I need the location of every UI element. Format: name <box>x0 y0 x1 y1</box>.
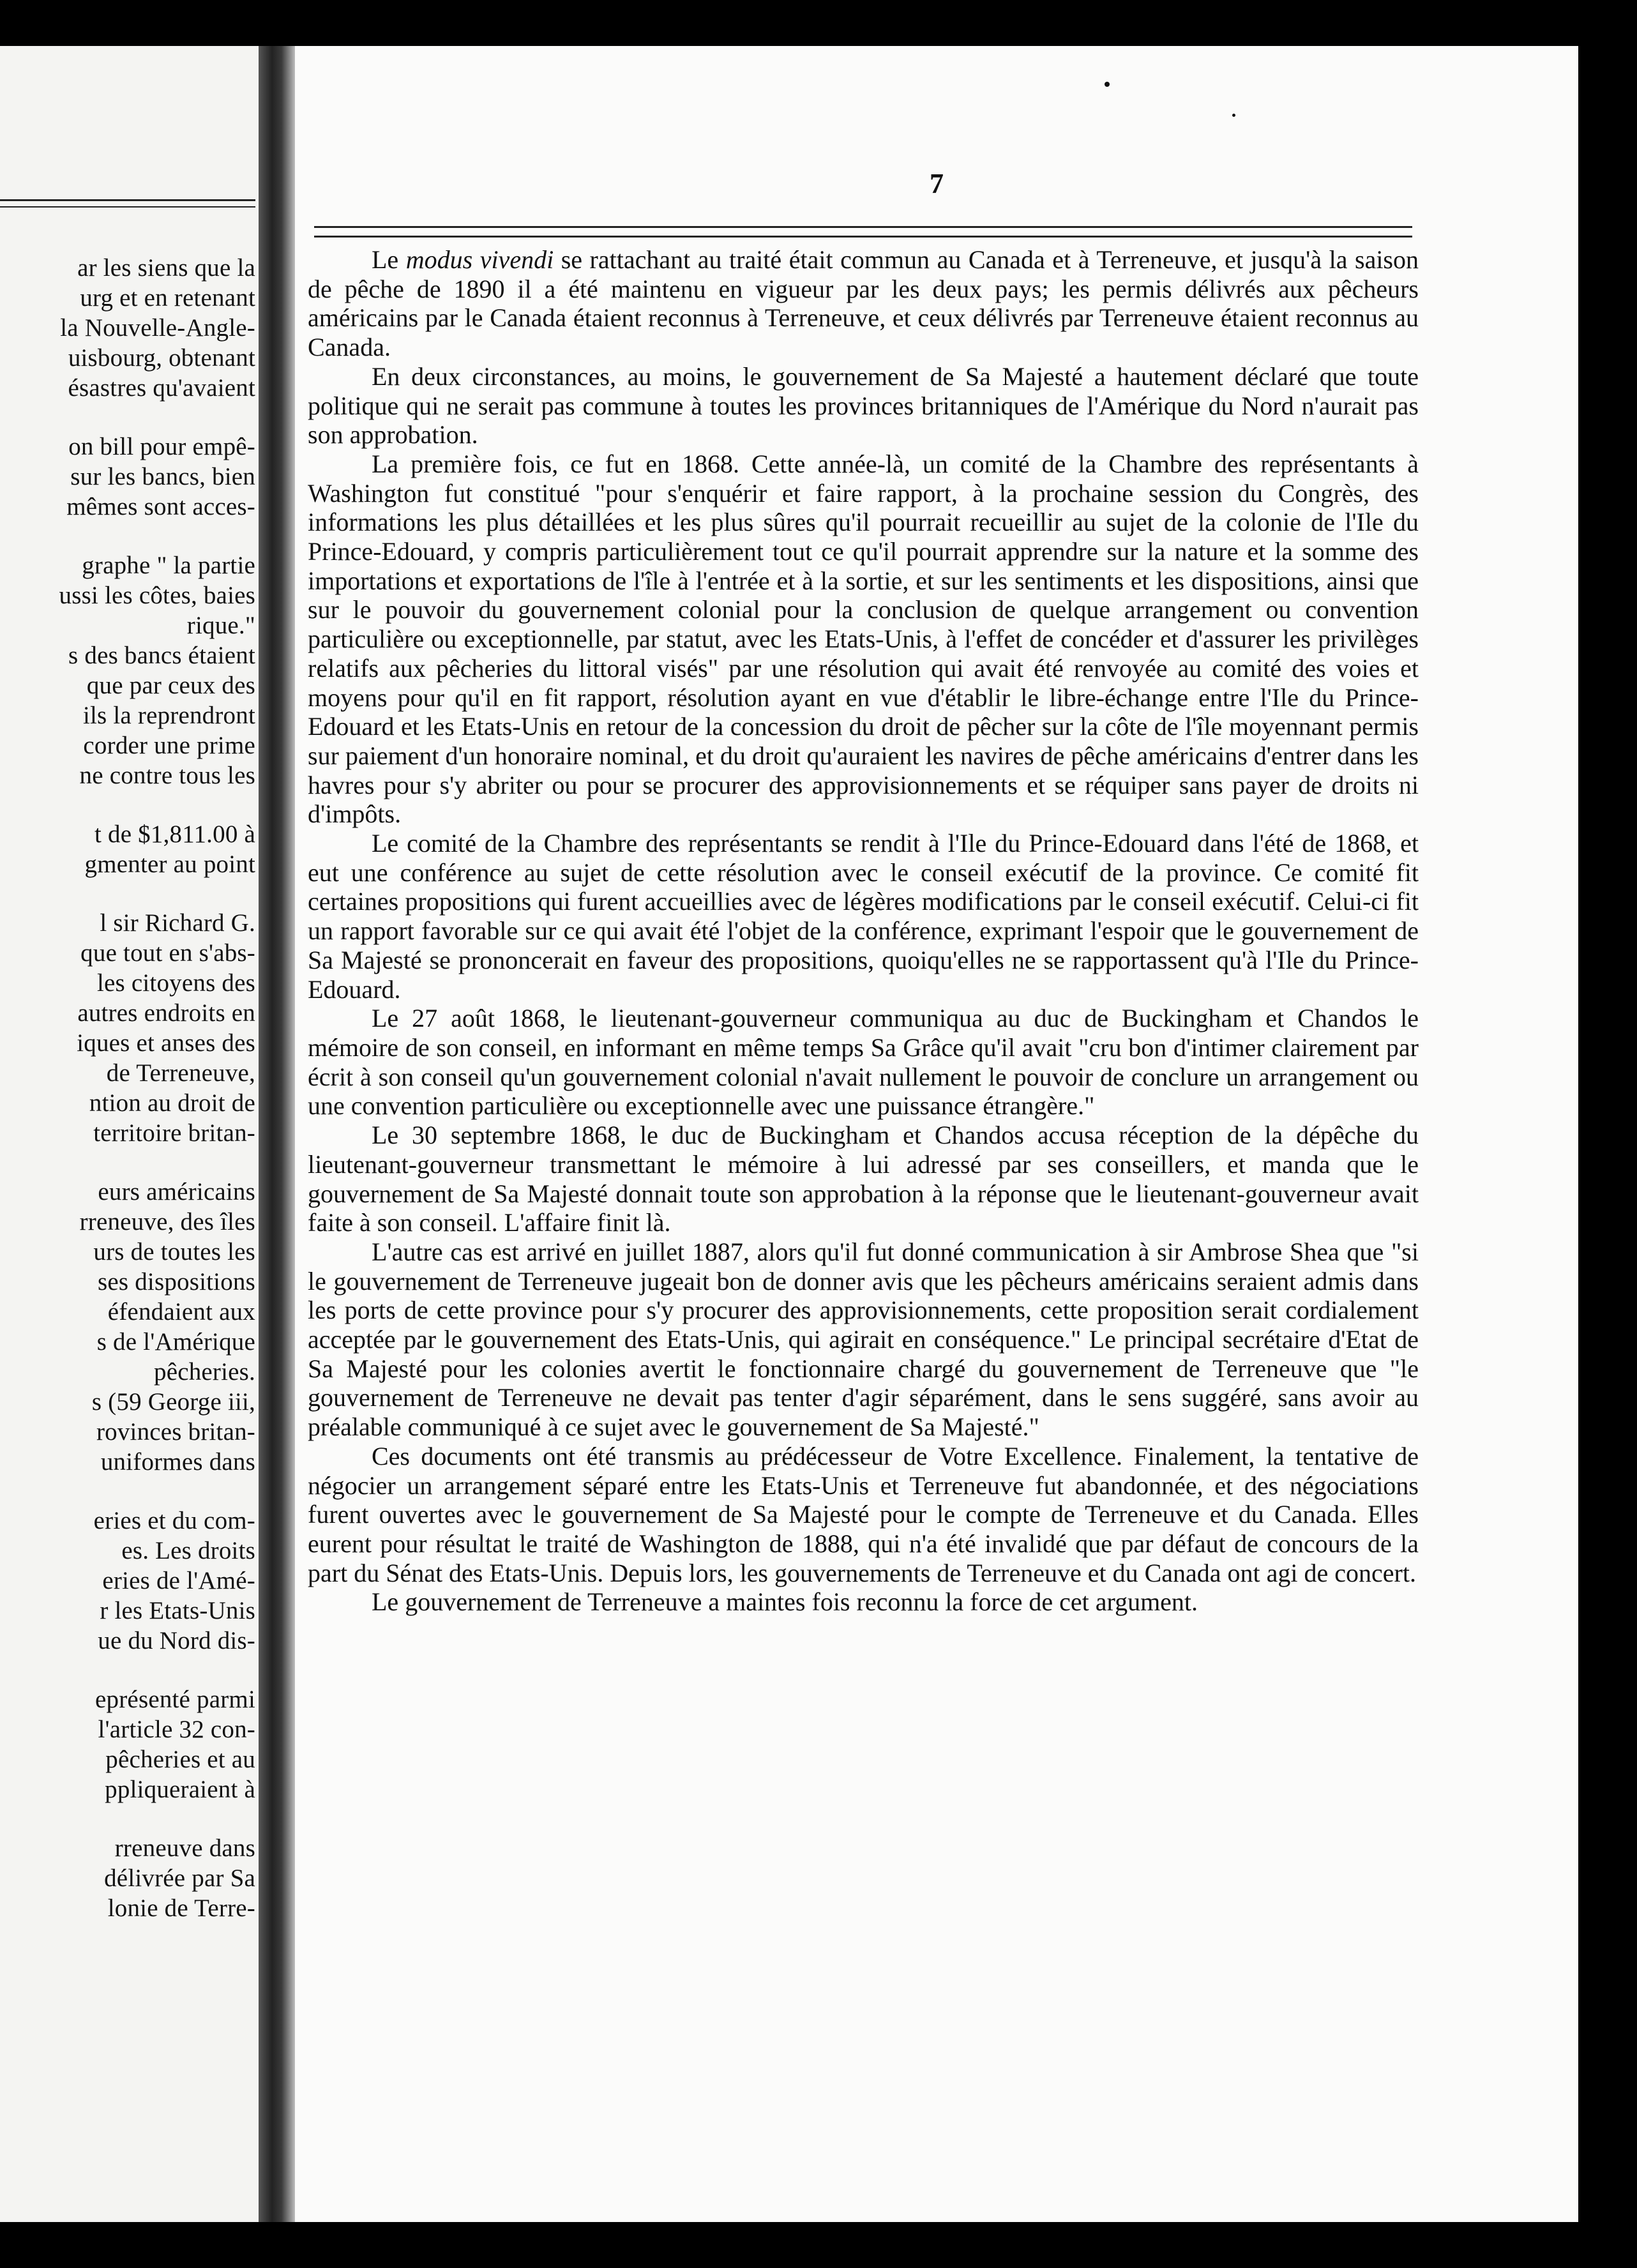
left-page-line: s de l'Amérique <box>96 1328 255 1356</box>
paragraph-text: L'autre cas est arrivé en juillet 1887, alors qu'il fut donné communication à sir Ambrose Shea que "si le gouvernement de Terreneuve jugeait bon de donner avis que les pêcheurs américains seraient admis dans les ports de cette province pour s'y procurer des approvisionnements, cette proposition serait cordialement acceptée par le gouvernement des Etats-Unis, qui agirait en conséquence." Le principal secrétaire d'Etat de Sa Majesté pour les colonies avertit le fonctionnaire chargé du gouvernement de Terreneuve que "le gouvernement de Terreneuve ne devait pas tenter d'agir séparément, dans le sens suggéré, sans avoir au préalable communiqué à ce sujet avec le gouvernement de Sa Majesté." <box>308 1237 1419 1442</box>
left-page-line: eries de l'Amé- <box>102 1567 255 1594</box>
left-page-gap <box>5 522 255 550</box>
dust-speck <box>1232 114 1235 117</box>
paragraph <box>308 1587 1419 1617</box>
book-gutter <box>259 46 297 2222</box>
paragraph-text: Le 30 septembre 1868, le duc de Buckingham et Chandos accusa réception de la dépêche du lieutenant-gouverneur transmettant le mémoire à lui adressé par ses conseillers, et manda que le gouvernement de Sa Majesté donnait toute son approbation à la réponse que le lieutenant-gouverneur avait faite à son conseil. L'affaire finit là. <box>308 1121 1419 1237</box>
left-page-line: iques et anses des <box>77 1029 255 1057</box>
left-page-line: mêmes sont acces- <box>66 493 255 520</box>
left-page-line: que par ceux des <box>86 672 255 699</box>
left-page-line: délivrée par Sa <box>104 1864 255 1892</box>
body-text <box>308 245 1419 1617</box>
left-page-line: uisbourg, obtenant <box>68 344 255 372</box>
left-page-line: s des bancs étaient <box>68 642 255 669</box>
left-page-line: éfendaient aux <box>107 1298 255 1326</box>
left-page-line: ntion au droit de <box>89 1089 255 1117</box>
left-page-line: autres endroits en <box>77 999 255 1027</box>
paragraph <box>308 1121 1419 1237</box>
left-page-line: ussi les côtes, baies <box>59 582 255 609</box>
paragraph <box>308 1442 1419 1588</box>
left-page-gap <box>5 1804 255 1833</box>
left-page-line: eurs américains <box>98 1178 255 1206</box>
left-header-rule <box>0 199 255 208</box>
left-page-line: ésastres qu'avaient <box>68 374 255 402</box>
paragraph <box>308 1237 1419 1442</box>
paragraph-text: La première fois, ce fut en 1868. Cette année-là, un comité de la Chambre des représentants à Washington fut constitué "pour s'enquérir et faire rapport, à la prochaine session du Congrès, des informations les plus détaillées et les plus sûres qu'il pourrait recueillir au sujet de la colonie de l'Ile du Prince-Edouard, y compris particulièrement tout ce qu'il pourrait apprendre sur la nature et la somme des importations et exportations de l'île à l'entrée et à la sortie, et sur les sentiments et les dispositions, ainsi que sur le pouvoir du gouvernement colonial pour la conclusion de quelque arrangement ou convention particulière ou exceptionnelle, par statut, avec les Etats-Unis, à l'effet de concéder et d'assurer les privilèges relatifs aux pêcheries du littoral visés" par une résolution qui avait été renvoyée au comité des voies et moyens pour qu'il en fit rapport, résolution ayant en vue d'établir le libre-échange entre l'Ile du Prince-Edouard et les Etats-Unis en retour de la concession du droit de pêcher sur la côte de l'île moyennant permis sur paiement d'un honoraire nominal, et du droit qu'auraient les navires de pêche américains d'entrer dans les havres pour s'y abriter ou pour se procurer des approvisionnements et se réquiper sans payer de droits ni d'impôts. <box>308 449 1419 829</box>
left-page-gap <box>5 1148 255 1177</box>
scan-border <box>1578 0 1637 2268</box>
italic-phrase: modus vivendi <box>405 245 554 274</box>
paragraph <box>308 245 1419 362</box>
left-page-line: ses dispositions <box>98 1268 255 1296</box>
left-page-line: t de $1,811.00 à <box>94 820 255 848</box>
paragraph <box>308 450 1419 829</box>
left-page-line: ar les siens que la <box>77 254 255 282</box>
paragraph <box>308 1004 1419 1121</box>
paragraph-text: Le gouvernement de Terreneuve a maintes fois reconnu la force de cet argument. <box>372 1587 1198 1617</box>
page-number: 7 <box>930 168 944 199</box>
left-page-line: uniformes dans <box>100 1448 255 1476</box>
left-page-line: corder une prime <box>83 732 255 759</box>
paragraph-lead: Le <box>372 245 406 274</box>
left-page-line: es. Les droits <box>121 1537 255 1564</box>
paragraph-text: Ces documents ont été transmis au prédécesseur de Votre Excellence. Finalement, la tentative de négocier un arrangement séparé entre les Etats-Unis et Terreneuve fut abandonnée, et des négociations furent ouvertes avec le gouvernement de Sa Majesté pour le compte de Terreneuve et du Canada. Elles eurent pour résultat le traité de Washington de 1888, qui n'a été invalidé que par défaut de concours de la part du Sénat des Etats-Unis. Depuis lors, les gouvernements de Terreneuve et du Canada ont agi de concert. <box>308 1441 1419 1587</box>
left-page-line: les citoyens des <box>97 969 255 997</box>
left-page-line: rreneuve, des îles <box>79 1208 255 1236</box>
left-page-line: rreneuve dans <box>114 1834 255 1862</box>
left-page-line: ppliqueraient à <box>105 1776 255 1803</box>
left-page-line: lonie de Terre- <box>107 1894 255 1922</box>
paragraph-text: se rattachant au traité était commun au Canada et à Terreneuve, et jusqu'à la saison de pêche de 1890 il a été maintenu en vigueur par les deux pays; les permis délivrés aux pêcheurs américains par le Canada étaient reconnus à Terreneuve, et ceux délivrés par Terreneuve étaient reconnus au Canada. <box>308 245 1419 362</box>
paragraph-text: Le comité de la Chambre des représentants se rendit à l'Ile du Prince-Edouard dans l'été de 1868, et eut une conférence au sujet de cette résolution avec le conseil exécutif de la province. Ce comité fit certaines propositions qui furent accueillies avec de légères modifications par le conseil exécutif. Celui-ci fit un rapport favorable sur ce qui avait été l'objet de la conférence, exprimant l'espoir que le gouvernement de Sa Majesté se prononcerait en faveur des propositions, quoiqu'elles ne se rapportassent qu'à l'Ile du Prince-Edouard. <box>308 829 1419 1004</box>
left-page-line: rique." <box>186 612 255 639</box>
left-page-line: pêcheries. <box>154 1358 255 1386</box>
left-page-line: eprésenté parmi <box>95 1686 255 1713</box>
left-page-gap <box>5 879 255 908</box>
left-page-line: l'article 32 con- <box>98 1716 255 1743</box>
paragraph <box>308 362 1419 450</box>
left-page-line: la Nouvelle-Angle- <box>60 314 255 342</box>
paragraph-text: Le 27 août 1868, le lieutenant-gouverneur communiqua au duc de Buckingham et Chandos le mémoire de son conseil, en informant en même temps Sa Grâce qu'il avait "cru bon d'intimer clairement par écrit à son conseil qu'un gouvernement colonial n'avait nullement le pouvoir de conclure un arrangement ou une convention particulière ou exceptionnelle avec une puissance étrangère." <box>308 1004 1419 1121</box>
left-page-line: de Terreneuve, <box>106 1059 255 1087</box>
left-page-line: s (59 George iii, <box>91 1388 255 1416</box>
left-page-line: que tout en s'abs- <box>80 939 255 967</box>
left-page-line: r les Etats-Unis <box>100 1597 255 1624</box>
left-page-gap <box>5 790 255 819</box>
left-page-line: ils la reprendront <box>82 702 255 729</box>
left-page-line: territoire britan- <box>93 1119 255 1147</box>
left-page-line: ne contre tous les <box>79 762 255 789</box>
left-page-line: eries et du com- <box>93 1507 255 1534</box>
left-page-line: ue du Nord dis- <box>98 1627 255 1654</box>
left-page-line: urs de toutes les <box>93 1238 255 1266</box>
left-page-line: sur les bancs, bien <box>70 463 255 490</box>
paragraph-text: En deux circonstances, au moins, le gouvernement de Sa Majesté a hautement déclaré que toute politique qui ne serait pas commune à toutes les provinces britanniques de l'Amérique du Nord n'aurait pas son approbation. <box>308 361 1419 450</box>
current-page <box>295 46 1578 2222</box>
left-page-gap <box>5 1656 255 1684</box>
left-page-gap <box>5 403 255 432</box>
left-page-gap <box>5 1477 255 1506</box>
left-page-text <box>5 253 255 1923</box>
header-rule <box>314 226 1412 238</box>
left-page-line: gmenter au point <box>84 850 255 878</box>
left-page-line: rovinces britan- <box>96 1418 255 1446</box>
left-page-line: urg et en retenant <box>80 284 255 312</box>
left-page-line: pêcheries et au <box>105 1746 255 1773</box>
left-page-line: l sir Richard G. <box>100 909 255 937</box>
previous-page-fragment <box>0 46 260 2222</box>
paragraph <box>308 829 1419 1004</box>
left-page-line: graphe " la partie <box>82 552 255 579</box>
dust-speck <box>1105 82 1110 87</box>
left-page-line: on bill pour empê- <box>68 433 255 460</box>
